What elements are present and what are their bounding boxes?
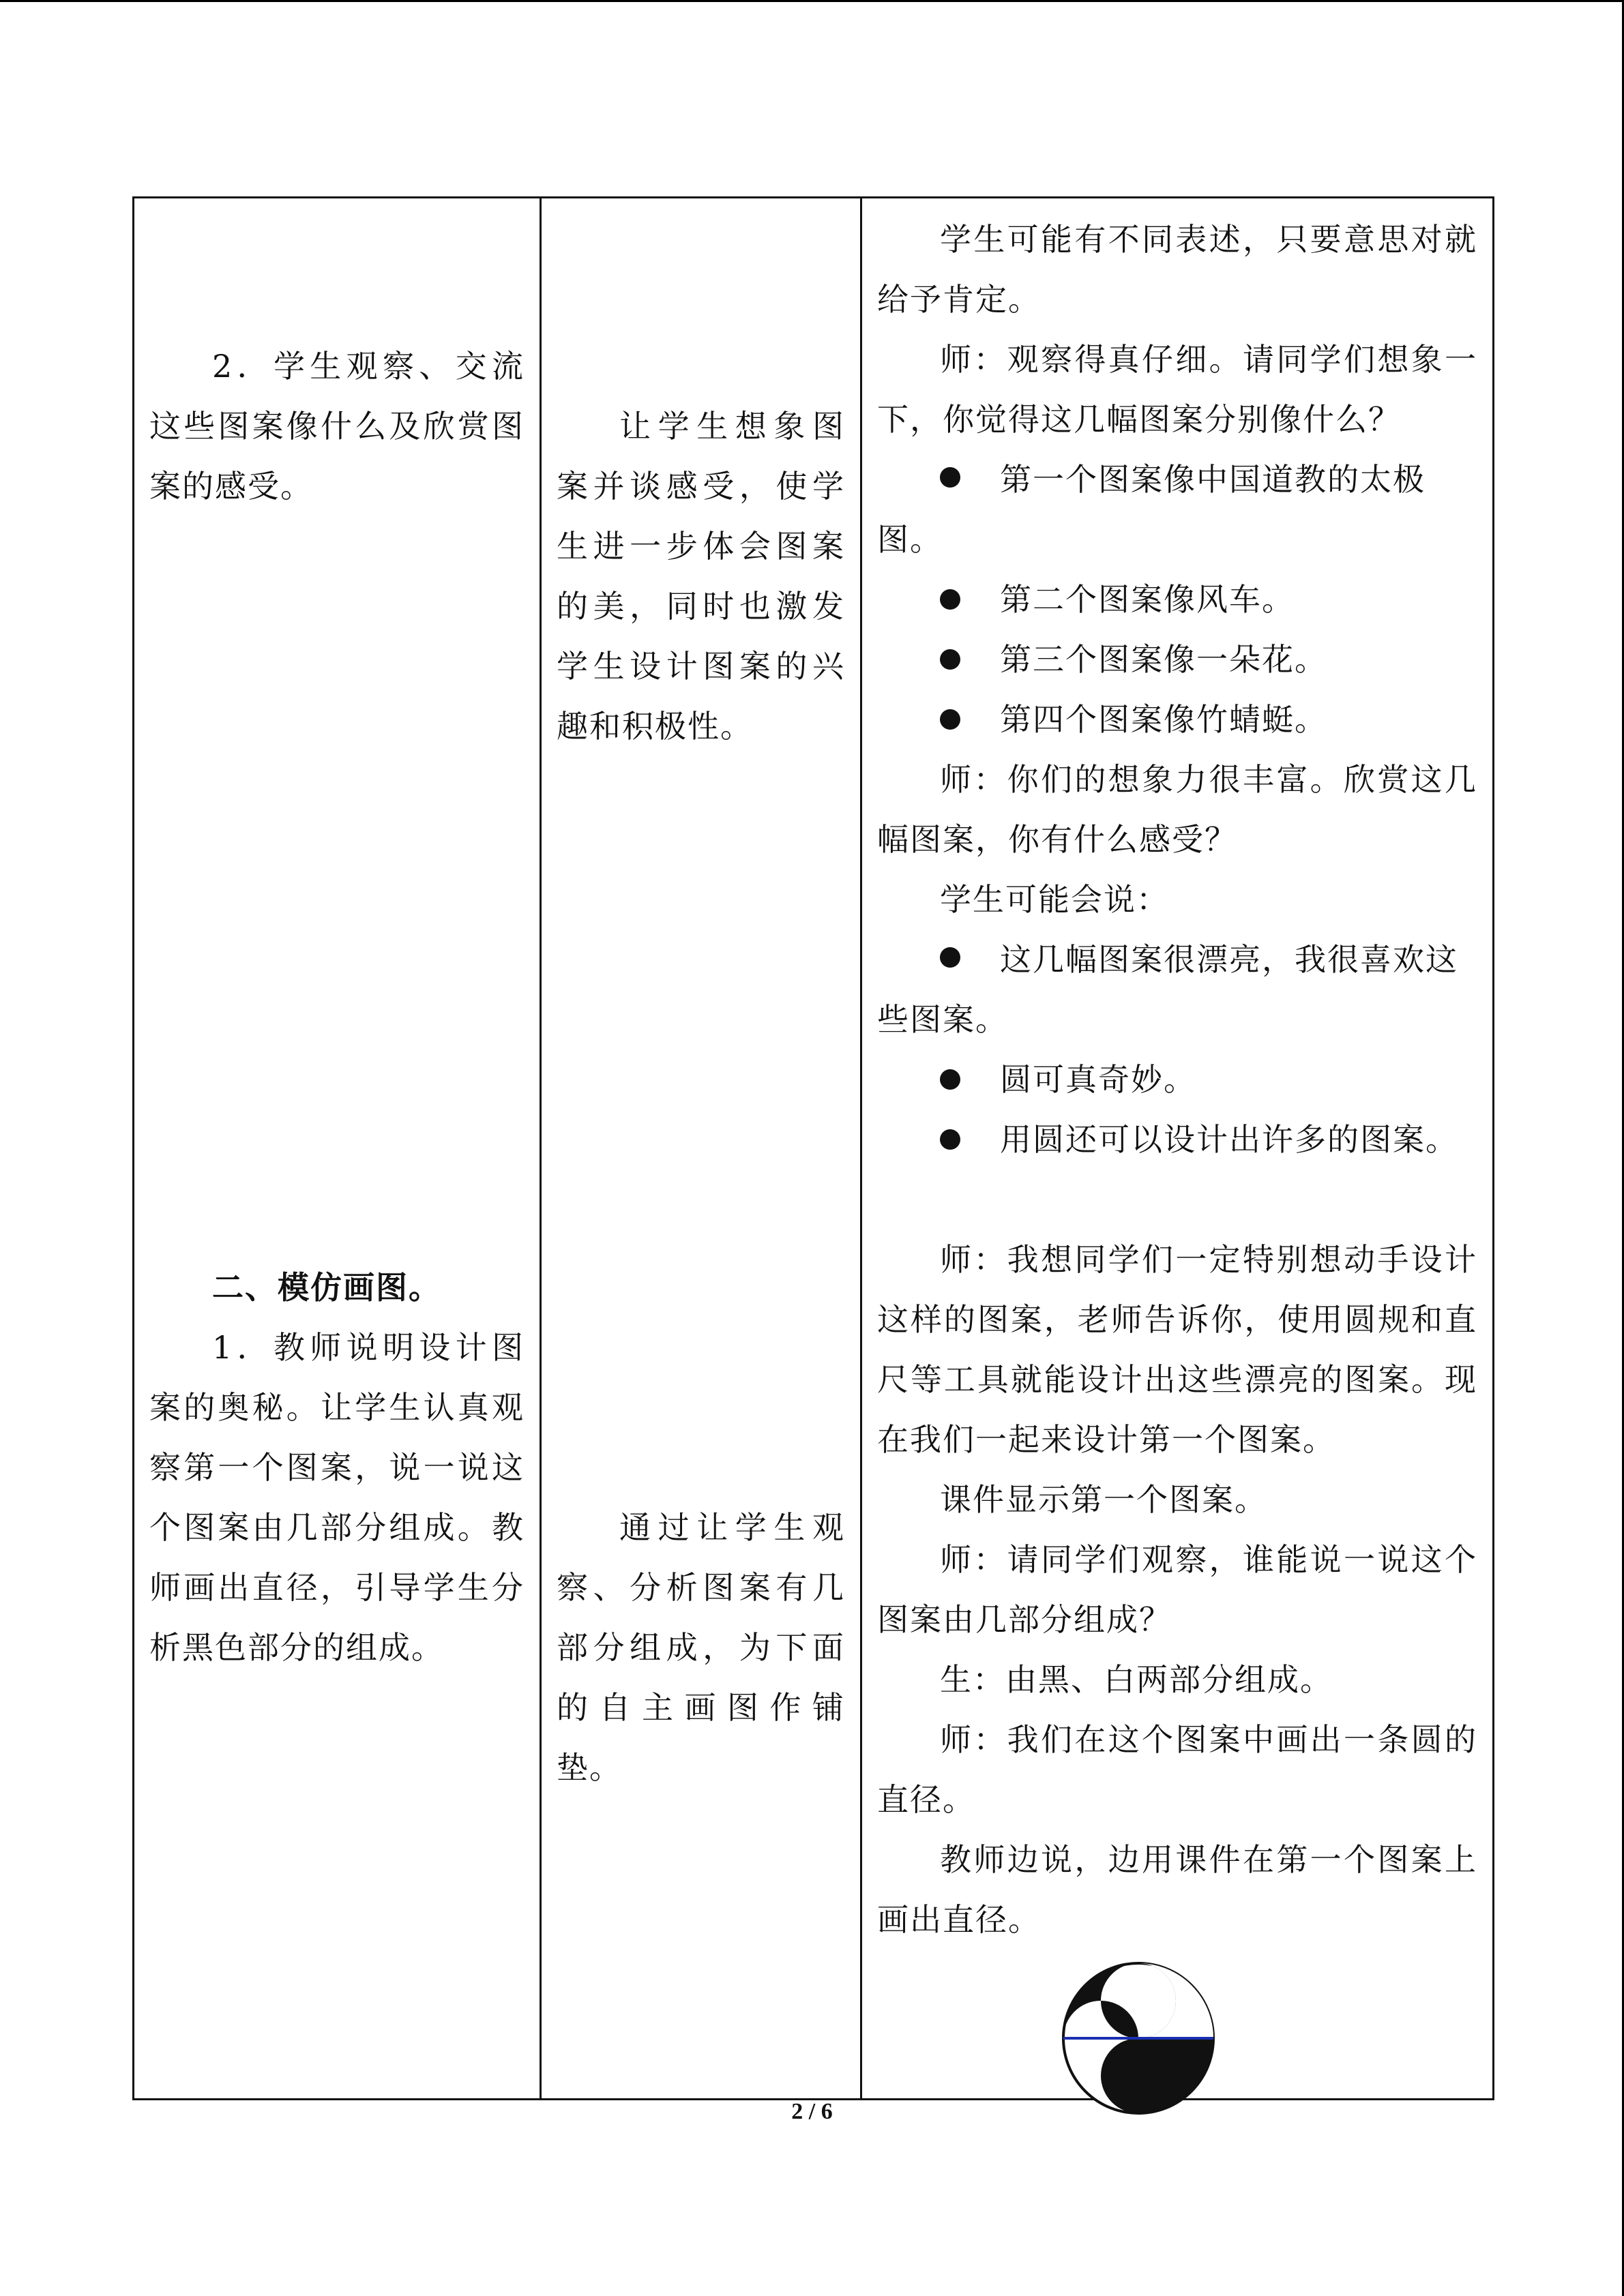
process-paragraph: 课件显示第一个图案。 bbox=[940, 1481, 1267, 1518]
teaching-process-column bbox=[861, 198, 1494, 2100]
bullet-dot bbox=[940, 589, 960, 610]
bullet-item: 用圆还可以设计出许多的图案。 bbox=[877, 1109, 1477, 1169]
bullet-item: 第三个图案像一朵花。 bbox=[877, 629, 1477, 689]
page-number: 2 / 6 bbox=[791, 2099, 833, 2124]
section-heading-imitate-drawing: 二、模仿画图。 bbox=[212, 1269, 441, 1306]
process-paragraph: 师：你们的想象力很丰富。欣赏这几幅图案，你有什么感受？ bbox=[877, 761, 1477, 858]
bullet-item: 这几幅图案很漂亮，我很喜欢这些图案。 bbox=[877, 941, 1458, 1038]
activity-column bbox=[134, 198, 541, 2100]
process-paragraph: 师：请同学们观察，谁能说一说这个图案由几部分组成？ bbox=[877, 1541, 1477, 1638]
process-paragraph: 生：由黑、白两部分组成。 bbox=[940, 1661, 1333, 1698]
bullet-dot bbox=[940, 467, 960, 488]
bullet-dot bbox=[940, 709, 960, 730]
bullet-item: 圆可真奇妙。 bbox=[877, 1049, 1477, 1109]
design-intent-2: 通过让学生观察、分析图案有几部分组成，为下面的自主画图作铺垫。 bbox=[557, 1509, 845, 1786]
process-paragraph: 师：我想同学们一定特别想动手设计这样的图案，老师告诉你，使用圆规和直尺等工具就能设计出这些漂亮的图案。现在我们一起来设计第一个图案。 bbox=[877, 1241, 1477, 1458]
bullet-item: 第二个图案像风车。 bbox=[877, 569, 1477, 629]
process-paragraph: 学生可能有不同表述，只要意思对就给予肯定。 bbox=[877, 221, 1477, 318]
bullet-dot bbox=[940, 1069, 960, 1090]
process-paragraph: 师：观察得真仔细。请同学们想象一下，你觉得这几幅图案分别像什么？ bbox=[877, 341, 1477, 438]
process-paragraph: 学生可能会说： bbox=[940, 881, 1169, 918]
bullet-dot bbox=[940, 947, 960, 968]
bullet-item: 第一个图案像中国道教的太极图。 bbox=[877, 461, 1426, 558]
page-top-border bbox=[0, 0, 1624, 2]
process-paragraph: 师：我们在这个图案中画出一条圆的直径。 bbox=[877, 1721, 1477, 1818]
design-intent-1: 让学生想象图案并谈感受，使学生进一步体会图案的美，同时也激发学生设计图案的兴趣和积极性。 bbox=[557, 408, 845, 745]
activity-item-2: 2．学生观察、交流这些图案像什么及欣赏图案的感受。 bbox=[149, 348, 525, 505]
yin-yang-icon bbox=[1061, 1961, 1215, 2115]
bullet-item: 第四个图案像竹蜻蜓。 bbox=[877, 689, 1477, 749]
bullet-dot bbox=[940, 649, 960, 670]
bullet-dot bbox=[940, 1129, 960, 1150]
activity-item-1: 1．教师说明设计图案的奥秘。让学生认真观察第一个图案，说一说这个图案由几部分组成。教师画出直径，引导学生分析黑色部分的组成。 bbox=[149, 1329, 525, 1666]
lesson-plan-table bbox=[132, 196, 1494, 2100]
process-paragraph: 教师边说，边用课件在第一个图案上画出直径。 bbox=[877, 1841, 1477, 1938]
design-intent-column bbox=[541, 198, 861, 2100]
